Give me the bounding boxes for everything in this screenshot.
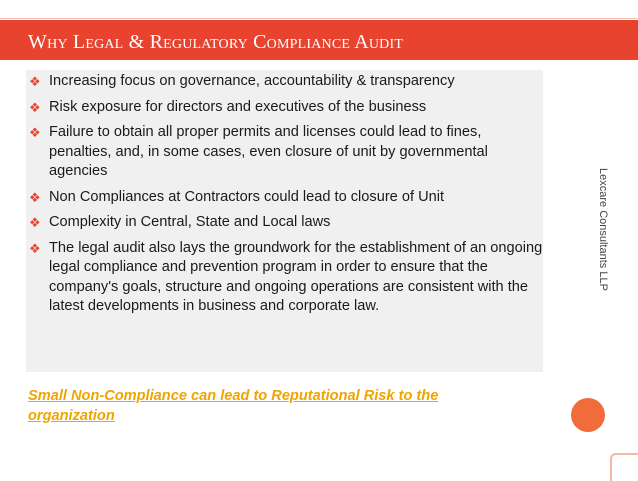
corner-decoration [610, 453, 638, 481]
bullet-icon: ❖ [29, 189, 41, 205]
bullet-icon: ❖ [29, 215, 41, 230]
slide-title: Why Legal & Regulatory Compliance Audit [28, 31, 404, 53]
bullet-icon: ❖ [29, 74, 41, 89]
list-item [26, 239, 543, 317]
bullet-text: The legal audit also lays the groundwork for the establishment of an ongoing legal compliance and prevention program in order to ensure that the company's goals, structure and ongoing operations are consistent with the latest developments in business and corporate law. [49, 239, 543, 314]
sidebar-company-name: Lexcare Consultants LLP [597, 168, 609, 291]
top-divider [0, 18, 638, 19]
callout-link[interactable]: Small Non-Compliance can lead to Reputational Risk to the organization [28, 388, 439, 424]
bullet-icon: ❖ [29, 240, 41, 256]
list-item [26, 188, 543, 208]
accent-dot [571, 398, 605, 432]
bullet-text: Failure to obtain all proper permits and licenses could lead to fines, penalties, and, in some cases, even closure of unit by governmental agencies [49, 124, 488, 179]
bullet-text: Complexity in Central, State and Local laws [49, 214, 331, 230]
bullet-text: Increasing focus on governance, accountability & transparency [49, 73, 455, 89]
bullet-icon: ❖ [29, 99, 41, 115]
list-item [26, 98, 543, 118]
bullet-text: Non Compliances at Contractors could lead to closure of Unit [49, 188, 445, 205]
list-item [26, 123, 543, 182]
bullet-text: Risk exposure for directors and executives of the business [49, 98, 427, 115]
list-item [26, 72, 543, 92]
bullet-icon: ❖ [29, 125, 41, 140]
list-item [26, 213, 543, 233]
bullet-list [26, 72, 543, 323]
